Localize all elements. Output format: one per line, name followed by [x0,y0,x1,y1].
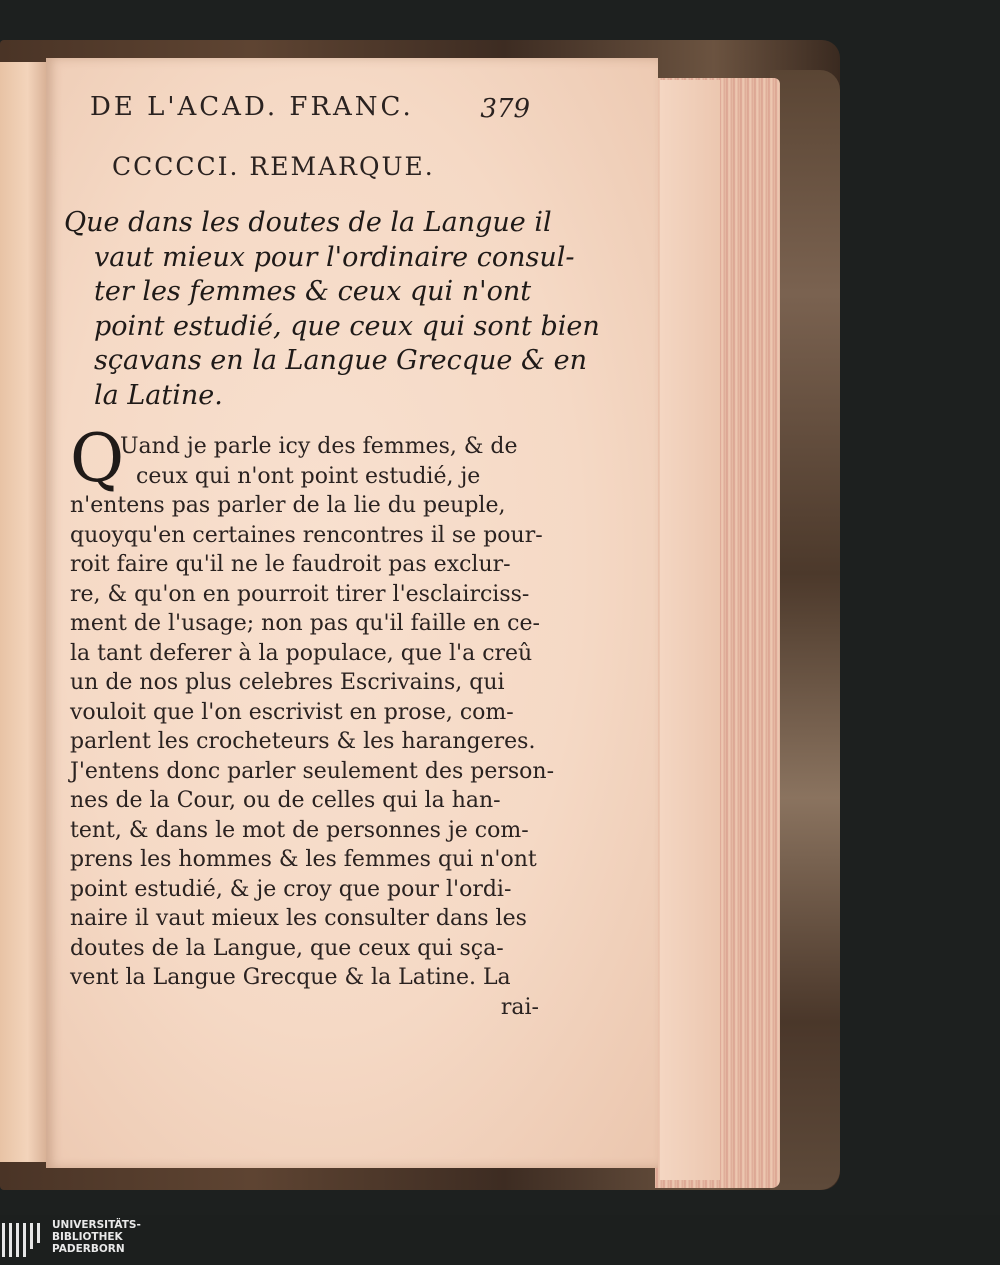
body-line: point estudié, & je croy que pour l'ordi- [70,876,512,902]
body-line: ceux qui n'ont point estudié, je [136,463,481,489]
remark-summary [64,206,600,413]
body-line: ment de l'usage; non pas qu'il faille en ce- [70,611,540,636]
summary-line: ter les femmes & ceux qui n'ont [94,276,532,307]
summary-line: vaut mieux pour l'ordinaire consul- [94,241,575,273]
library-name-line: BIBLIOTHEK [52,1231,123,1243]
body-line: vouloit que l'on escrivist en prose, com- [70,699,514,725]
body-line: la tant deferer à la populace, que l'a creû [70,640,533,666]
body-line: doutes de la Langue, que ceux qui sça- [70,935,504,961]
library-logo-icon [2,1223,44,1257]
page-number: 379 [480,94,530,124]
body-line: prens les hommes & les femmes qui n'ont [70,847,537,872]
body-line: quoyqu'en certaines rencontres il se pour- [70,522,543,548]
body-line: vent la Langue Grecque & la Latine. La [70,965,511,990]
remark-heading: CCCCCI. REMARQUE. [112,152,435,181]
body-line: J'entens donc parler seulement des person- [70,758,555,784]
body-line: parlent les crocheteurs & les harangeres. [70,729,536,754]
body-line: nes de la Cour, ou de celles qui la han- [70,788,501,813]
library-name-line: PADERBORN [52,1243,125,1255]
body-line: re, & qu'on en pourroit tirer l'esclairciss- [70,581,530,607]
library-name-line: UNIVERSITÄTS- [52,1219,141,1231]
running-head-title: DE L'ACAD. FRANC. [90,92,414,122]
body-line: un de nos plus celebres Escrivains, qui [70,670,505,695]
book-spine-edge [770,70,840,1190]
drop-cap: Q [70,420,125,497]
library-name [52,1219,141,1255]
page-edges-inner [660,80,720,1180]
summary-line: Que dans les doutes de la Langue il [64,207,552,238]
body-line: roit faire qu'il ne le faudroit pas exclur- [70,552,511,577]
left-page-sliver [0,62,46,1162]
body-line: Uand je parle icy des femmes, & de [120,434,518,459]
running-head [90,92,530,132]
body-line: naire il vaut mieux les consulter dans les [70,906,527,931]
summary-line: la Latine. [94,379,223,411]
body-line: n'entens pas parler de la lie du peuple, [70,493,506,518]
summary-line: point estudié, que ceux qui sont bien [94,310,600,342]
library-footer [0,1215,1000,1265]
body-text [70,432,555,1022]
catchword: rai- [500,994,539,1020]
summary-line: sçavans en la Langue Grecque & en [94,345,587,376]
body-line: tent, & dans le mot de personnes je com- [70,817,529,843]
